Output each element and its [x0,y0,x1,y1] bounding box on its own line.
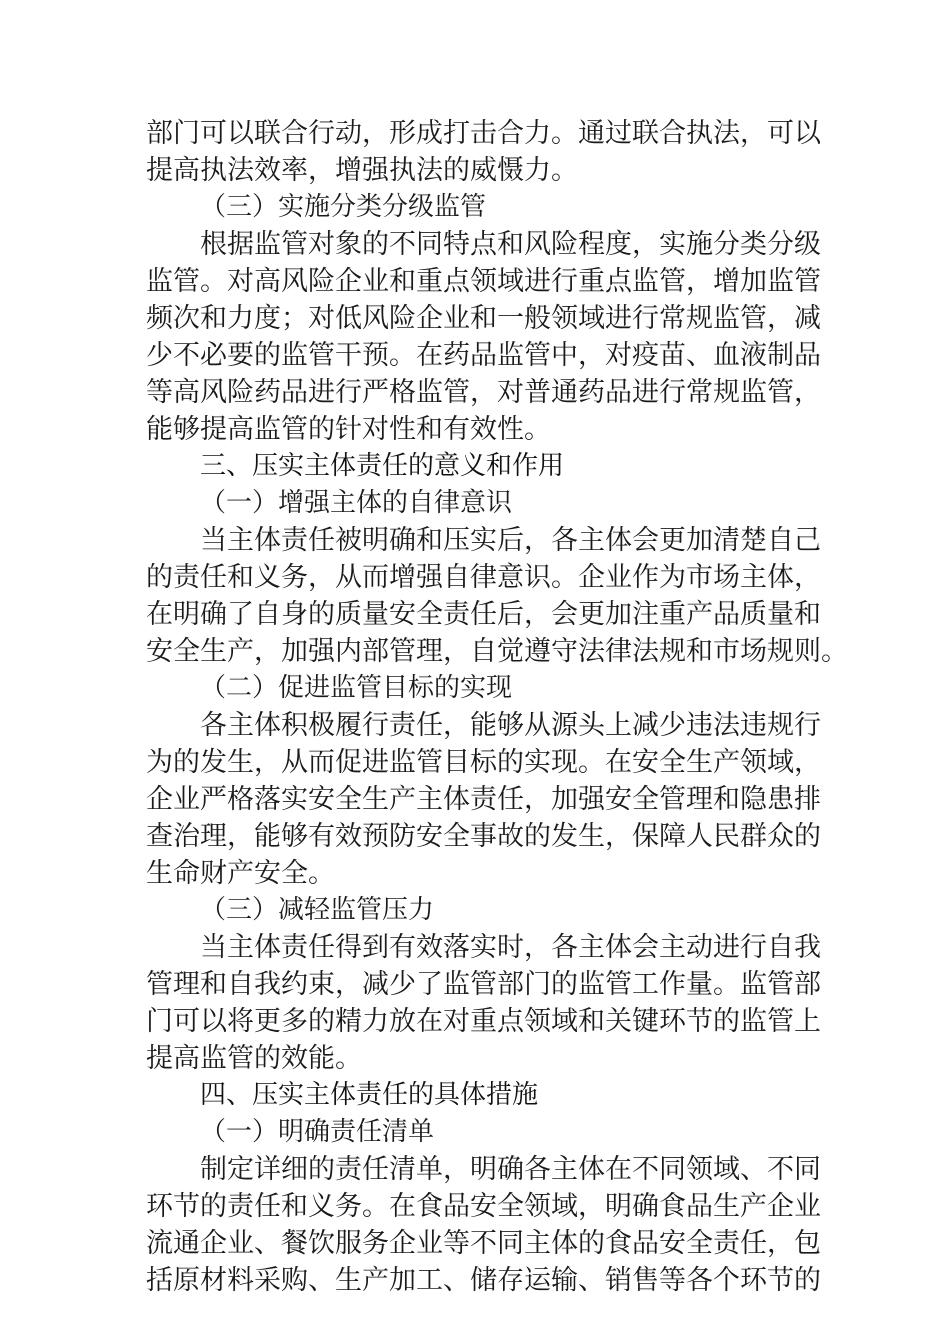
section-heading: 四、压实主体责任的具体措施 [200,1080,539,1110]
text-line: 根据监管对象的不同特点和风险程度，实施分类分级 [200,229,821,260]
text-line: 当主体责任得到有效落实时，各主体会主动进行自我 [200,932,821,963]
section-subheading: （一）增强主体的自律意识 [200,488,513,518]
text-line: 环节的责任和义务。在食品安全领域，明确食品生产企业 [146,1191,821,1222]
text-line: 提高执法效率，增强执法的威慑力。 [146,155,578,186]
paragraph [146,1151,821,1299]
text-line: 能够提高监管的针对性和有效性。 [146,414,551,445]
section-subheading: （三）减轻监管压力 [200,895,435,925]
text-line: 制定详细的责任清单，明确各主体在不同领域、不同 [200,1154,821,1185]
paragraph [146,929,821,1077]
text-line: 各主体积极履行责任，能够从源头上减少违法违规行 [200,710,821,741]
text-line: 监管。对高风险企业和重点领域进行重点监管，增加监管 [146,266,821,297]
text-line: 提高监管的效能。 [146,1043,362,1074]
paragraph [146,226,821,448]
text-line: 等高风险药品进行严格监管，对普通药品进行常规监管， [146,377,821,408]
text-line: 频次和力度；对低风险企业和一般领域进行常规监管，减 [146,303,821,334]
section-subheading: （一）明确责任清单 [200,1117,435,1147]
section-subheading: （二）促进监管目标的实现 [200,673,513,703]
paragraph [146,115,821,189]
text-line: 括原材料采购、生产加工、储存运输、销售等各个环节的 [146,1265,821,1296]
text-line: 安全生产，加强内部管理，自觉遵守法律法规和市场规则。 [146,636,848,667]
text-line: 在明确了自身的质量安全责任后，会更加注重产品质量和 [146,599,821,630]
text-line: 少不必要的监管干预。在药品监管中，对疫苗、血液制品 [146,340,821,371]
text-line: 查治理，能够有效预防安全事故的发生，保障人民群众的 [146,821,821,852]
text-line: 部门可以联合行动，形成打击合力。通过联合执法，可以 [146,118,821,149]
paragraph [146,522,848,670]
section-heading: 三、压实主体责任的意义和作用 [200,451,565,481]
text-line: 当主体责任被明确和压实后，各主体会更加清楚自己 [200,525,821,556]
text-line: 生命财产安全。 [146,858,335,889]
text-line: 管理和自我约束，减少了监管部门的监管工作量。监管部 [146,969,821,1000]
text-line: 的责任和义务，从而增强自律意识。企业作为市场主体， [146,562,821,593]
paragraph [146,707,821,892]
text-line: 门可以将更多的精力放在对重点领域和关键环节的监管上 [146,1006,821,1037]
document-body [146,115,848,1299]
text-line: 企业严格落实安全生产主体责任，加强安全管理和隐患排 [146,784,821,815]
text-line: 为的发生，从而促进监管目标的实现。在安全生产领域， [146,747,821,778]
text-line: 流通企业、餐饮服务企业等不同主体的食品安全责任，包 [146,1228,821,1259]
section-subheading: （三）实施分类分级监管 [200,192,487,222]
